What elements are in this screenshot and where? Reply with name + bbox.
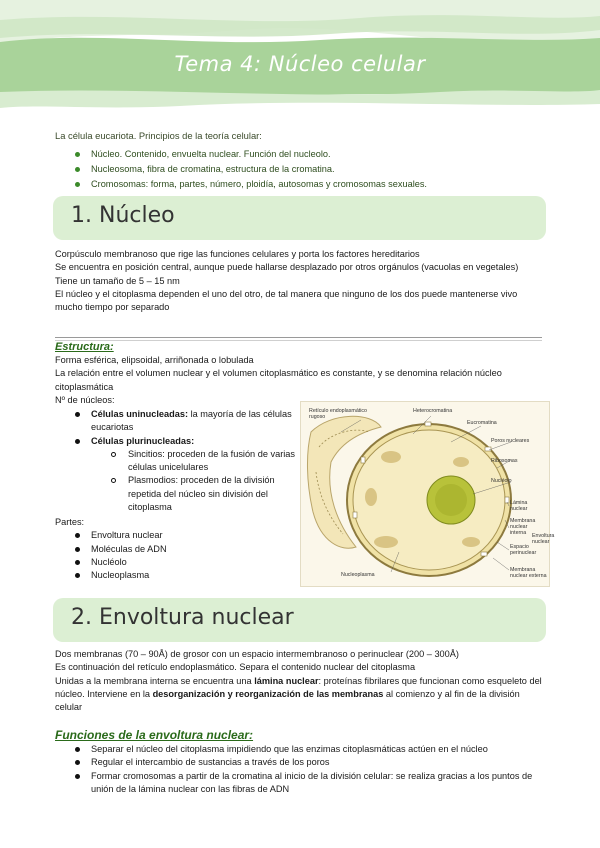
intro-block xyxy=(55,130,555,192)
envoltura-description: Dos membranas (70 – 90Å) de grosor con un espacio intermembranoso o perinuclear (200 – 300Å) Es continuación del retículo endoplasmático. Separa el contenido nuclear del citoplasma Unidas a la membrana interna se encuentra una lámina nuclear: proteínas fibrilares que funcionan como esqueleto del núcleo. Interviene en la desorganización y reorganización de las membranas al comienzo y al fin de la división celular xyxy=(55,649,542,713)
bullet-icon xyxy=(75,167,80,172)
bullet-icon xyxy=(75,182,80,187)
divider xyxy=(55,337,542,338)
figure-label: Poros nucleares xyxy=(491,438,530,444)
figure-label: Heterocromatina xyxy=(413,408,453,414)
bullet-icon xyxy=(75,573,80,578)
sub-bullet-icon xyxy=(111,478,116,483)
figure-label: Membrana nuclear externa xyxy=(510,567,547,579)
list-item: Células plurinucleadas: xyxy=(55,435,295,448)
figure-label: Lámina nuclear xyxy=(510,500,528,512)
list-item: Plasmodios: proceden de la división repetida del núcleo sin división del citoplasma xyxy=(55,474,295,514)
bullet-icon xyxy=(75,747,80,752)
bullet-icon xyxy=(75,760,80,765)
bullet-icon xyxy=(75,152,80,157)
nucleus-diagram xyxy=(300,401,550,587)
partes-label: Partes: xyxy=(55,517,85,527)
funciones-heading: Funciones de la envoltura nuclear: xyxy=(55,728,254,742)
estructura-text: Forma esférica, elipsoidal, arriñonada o lobulada La relación entre el volumen nuclear y el volumen citoplasmático es constante, y se denomina relación núcleo citoplasmática Nº de núcleos: xyxy=(55,355,502,405)
estructura-heading: Estructura: xyxy=(55,341,114,353)
figure-label: Nucléolo xyxy=(491,478,512,484)
list-item: Células uninucleadas: la mayoría de las células eucariotas xyxy=(55,408,295,435)
figure-label: Membrana nuclear interna xyxy=(510,518,536,536)
nucleus-illustration xyxy=(301,402,551,588)
figure-label: Nucleoplasma xyxy=(341,572,375,578)
bullet-icon xyxy=(75,547,80,552)
partes-list xyxy=(55,516,295,582)
section-heading-nucleo: 1. Núcleo xyxy=(53,196,546,240)
figure-label: Ribosomas xyxy=(491,458,518,464)
nucleos-list xyxy=(55,408,295,514)
intro-bullet-list xyxy=(55,147,555,192)
nucleo-description: Corpúsculo membranoso que rige las funciones celulares y porta los factores hereditarios Se encuentra en posición central, aunque puede hallarse desplazado por otros orgánulos (vacuolas en vegetales) Tiene un tamaño de 5 – 15 nm El núcleo y el citoplasma dependen el uno del otro, de tal manera que ninguno de los dos puede mantenerse vivo mucho tiempo por separado xyxy=(55,249,519,313)
divider xyxy=(55,340,542,341)
list-item: Envoltura nuclear xyxy=(55,529,295,542)
sub-bullet-icon xyxy=(111,452,116,457)
bullet-icon xyxy=(75,774,80,779)
figure-label: Espacio perinuclear xyxy=(510,544,537,556)
bullet-icon xyxy=(75,439,80,444)
section-heading-envoltura: 2. Envoltura nuclear xyxy=(53,598,546,642)
list-item: Sincitios: proceden de la fusión de varias células unicelulares xyxy=(55,448,295,475)
bullet-icon xyxy=(75,412,80,417)
figure-label: Envoltura nuclear xyxy=(532,533,555,545)
list-item: Nucleoplasma xyxy=(55,569,295,582)
bullet-icon xyxy=(75,560,80,565)
list-item: Nucléolo xyxy=(55,556,295,569)
figure-label: Retículo endoplasmático rugoso xyxy=(309,408,368,420)
figure-label: Eucromatina xyxy=(467,420,497,426)
intro-heading: La célula eucariota. Principios de la teoría celular: xyxy=(55,130,262,141)
list-item: Separar el núcleo del citoplasma impidiendo que las enzimas citoplasmáticas actúen en el núcleo xyxy=(55,743,545,756)
list-item: Cromosomas: forma, partes, número, ploidía, autosomas y cromosomas sexuales. xyxy=(55,177,555,192)
page-header xyxy=(0,0,600,115)
list-item: Regular el intercambio de sustancias a través de los poros xyxy=(55,756,545,769)
page-title: Tema 4: Núcleo celular xyxy=(174,52,426,76)
list-item: Núcleo. Contenido, envuelta nuclear. Función del nucleolo. xyxy=(55,147,555,162)
list-item: Formar cromosomas a partir de la cromatina al inicio de la división celular: se realiza gracias a los puntos de unión de la lámina nuclear con las fibras de ADN xyxy=(55,770,545,797)
list-item: Nucleosoma, fibra de cromatina, estructura de la cromatina. xyxy=(55,162,555,177)
funciones-list xyxy=(55,743,545,796)
list-item: Moléculas de ADN xyxy=(55,543,295,556)
bullet-icon xyxy=(75,533,80,538)
